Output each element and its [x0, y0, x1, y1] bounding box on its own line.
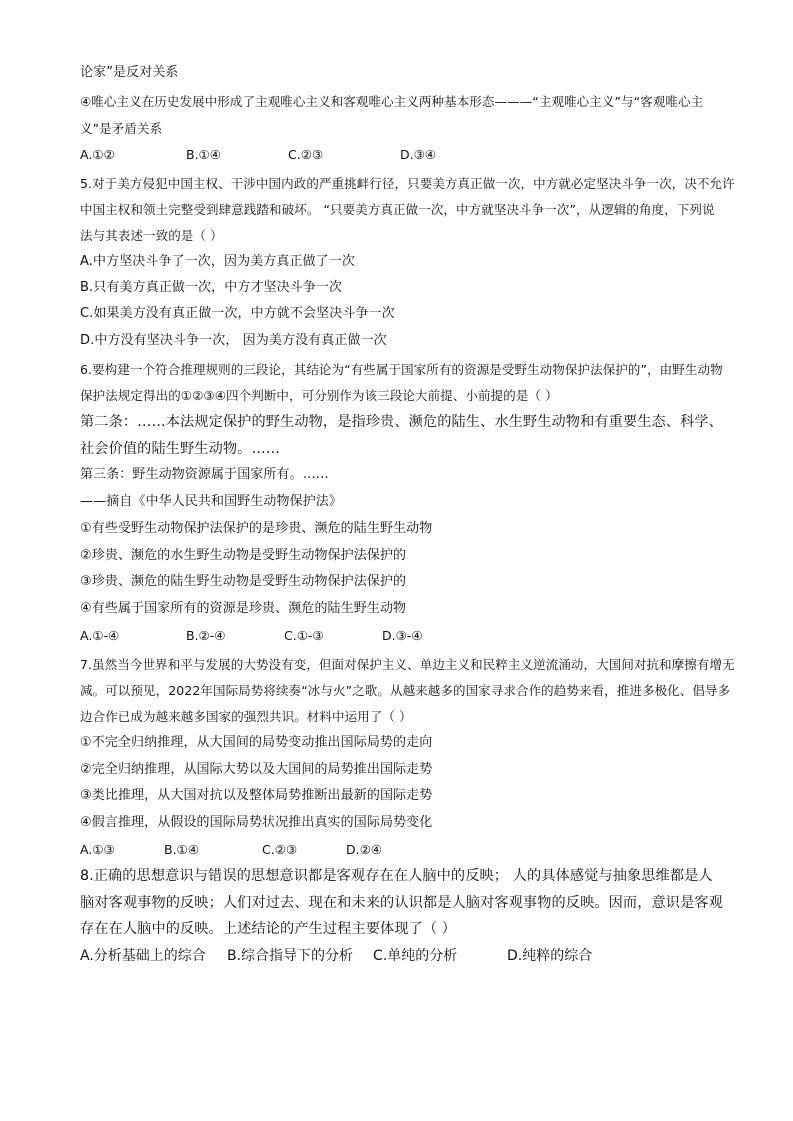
text-line: 论家”是反对关系: [80, 65, 179, 80]
q5-option-b: B.只有美方真正做一次，中方才坚决斗争一次: [80, 280, 343, 295]
q8-stem: 存在在人脑中的反映。上述结论的产生过程主要体现了（ ）: [80, 921, 457, 937]
q7-statement: ②完全归纳推理，从国际大势以及大国间的局势推出国际走势: [80, 762, 433, 777]
q8-options: [80, 946, 720, 964]
q7-statement: ③类比推理，从大国对抗以及整体局势推断出最新的国际走势: [80, 788, 433, 803]
option-a: A.分析基础上的综合: [80, 948, 206, 964]
option-d: D.③④: [400, 147, 437, 162]
q5-option-d: D.中方没有坚决斗争一次， 因为美方没有真正做一次: [80, 333, 387, 348]
option-b: B.①④: [164, 842, 199, 857]
option-c: C.单纯的分析: [373, 948, 458, 964]
q7-statement: ④假言推理，从假设的国际局势状况推出真实的国际局势变化: [80, 815, 433, 830]
option-b: B.综合指导下的分析: [227, 948, 354, 964]
q8-stem: 8.正确的思想意识与错误的思想意识都是客观存在在人脑中的反映； 人的具体感觉与抽象思维都是人: [80, 868, 713, 884]
option-c: C.②③: [262, 842, 298, 857]
q6-statement: ②珍贵、濒危的水生野生动物是受野生动物保护法保护的: [80, 548, 407, 563]
option-d: D.③-④: [382, 628, 423, 643]
text-line: ④唯心主义在历史发展中形成了主观唯心主义和客观唯心主义两种基本形态———“主观唯心主义”与“客观唯心主: [80, 94, 704, 109]
option-c: C.①-③: [284, 628, 324, 643]
q4-options: [80, 146, 720, 164]
option-d: D.②④: [346, 842, 383, 857]
option-b: B.②-④: [186, 628, 226, 643]
option-c: C.②③: [288, 147, 324, 162]
option-b: B.①④: [186, 147, 221, 162]
q7-statement: ①不完全归纳推理，从大国间的局势变动推出国际局势的走向: [80, 735, 433, 750]
q7-stem: 边合作已成为越来越多国家的强烈共识。材料中运用了（ ）: [80, 709, 412, 724]
q6-options: [80, 627, 720, 645]
q5-option-a: A.中方坚决斗争了一次，因为美方真正做了一次: [80, 254, 355, 269]
q6-source: ——摘自《中华人民共和国野生动物保护法》: [80, 494, 343, 509]
q8-stem: 脑对客观事物的反映；人们对过去、现在和未来的认识都是人脑对客观事物的反映。因而，意识是客观: [80, 895, 723, 911]
q6-statement: ④有些属于国家所有的资源是珍贵、濒危的陆生野生动物: [80, 601, 407, 616]
q7-stem: 7.虽然当今世界和平与发展的大势没有变，但面对保护主义、单边主义和民粹主义逆流涌动，大国间对抗和摩擦有增无: [80, 657, 735, 672]
option-a: A.①②: [80, 147, 115, 162]
q6-stem: 6.要构建一个符合推理规则的三段论，其结论为“有些属于国家所有的资源是受野生动物保护法保护的”，由野生动物: [80, 362, 723, 377]
q6-stem: 保护法规定得出的①②③④四个判断中，可分别作为该三段论大前提、小前提的是（ ）: [80, 388, 558, 403]
q7-stem: 减。可以预见，2022年国际局势将续奏“冰与火”之歌。从越来越多的国家寻求合作的趋势来看，推进多极化、倡导多: [80, 683, 731, 698]
q6-statement: ③珍贵、濒危的陆生野生动物是受野生动物保护法保护的: [80, 574, 407, 589]
option-d: D.纯粹的综合: [507, 948, 593, 964]
q5-stem: 中国主权和领土完整受到肆意践踏和破坏。 “只要美方真正做一次，中方就坚决斗争一次”，从逻辑的角度，下列说: [80, 202, 715, 217]
q6-material: 第二条：……本法规定保护的野生动物，是指珍贵、濒危的陆生、水生野生动物和有重要生态、科学、: [80, 414, 723, 430]
q7-options: [80, 841, 720, 859]
q5-stem: 法与其表述一致的是（ ）: [80, 228, 223, 243]
option-a: A.①-④: [80, 628, 120, 643]
q5-stem: 5.对于美方侵犯中国主权、干涉中国内政的严重挑衅行径，只要美方真正做一次，中方就必定坚决斗争一次，决不允许: [80, 176, 735, 191]
q6-material: 第三条：野生动物资源属于国家所有。……: [80, 467, 329, 482]
q6-material: 社会价值的陆生野生动物。……: [80, 441, 281, 457]
option-a: A.①③: [80, 842, 115, 857]
q6-statement: ①有些受野生动物保护法保护的是珍贵、濒危的陆生野生动物: [80, 521, 433, 536]
q5-option-c: C.如果美方没有真正做一次，中方就不会坚决斗争一次: [80, 306, 395, 321]
text-line: 义”是矛盾关系: [80, 121, 163, 136]
